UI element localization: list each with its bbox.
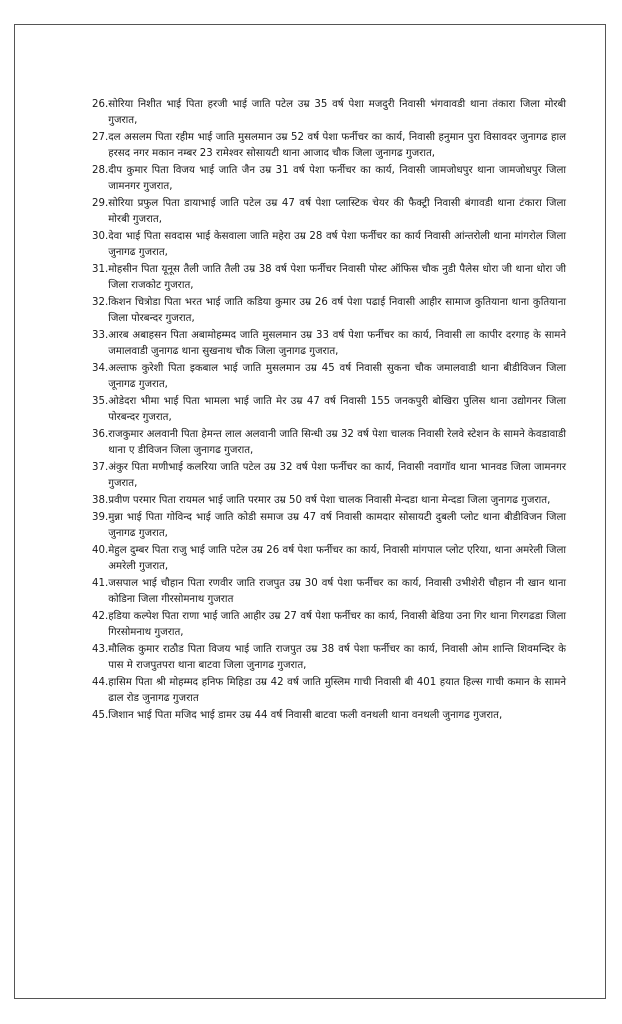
item-number: 36. [92,429,109,440]
item-number: 34. [92,363,109,374]
item-text: मौलिक कुमार राठौड पिता विजय भाई जाति राजपुत उम्र 38 वर्ष पेशा फर्नीचर का कार्य, निवासी ओम शान्ति शिवमन्दिर के पास मे राजपुतपरा थाना बाटवा जिला जुनागढ गुजरात, [108,643,566,671]
list-item [92,510,566,542]
item-text: हासिम पिता श्री मोहम्मद हनिफ मिहिडा उम्र 42 वर्ष जाति मुस्लिम गाची निवासी बी 401 हयात हिल्स गाची कमान के सामने ढाल रोड जुनागढ गुजरात [108,676,566,704]
item-text: देवा भाई पिता सवदास भाई केसवाला जाति महेरा उम्र 28 वर्ष पेशा फर्नीचर का कार्य निवासी आंन्तरोली थाना मांगरोल जिला जुनागढ गुजरात, [108,231,566,259]
accused-list [92,97,566,725]
item-number: 30. [92,231,109,242]
item-text: राजकुमार अलवानी पिता हेमन्त लाल अलवानी जाति सिन्धी उम्र 32 वर्ष पेशा चालक निवासी रेलवे स्टेशन के सामने केवडावाडी थाना ए डीविजन जिला जुनागढ गुजरात, [108,429,566,457]
item-number: 32. [92,297,109,308]
item-number: 33. [92,330,109,341]
list-item [92,196,566,228]
list-item [92,543,566,575]
item-number: 45. [92,709,109,721]
list-item [92,609,566,641]
item-text: प्रवीण परमार पिता रायमल भाई जाति परमार उम्र 50 वर्ष पेशा चालक निवासी मेन्दडा थाना मेन्दडा जिला जुनागढ गुजरात, [108,495,551,506]
item-text: सोरिया निशीत भाई पिता हरजी भाई जाति पटेल उम्र 35 वर्ष पेशा मजदुरी निवासी भंगवावडी थाना तंकारा जिला मोरबी गुजरात, [108,99,566,127]
item-number: 43. [92,643,109,655]
list-item [92,576,566,608]
item-text: किशन चित्रोडा पिता भरत भाई जाति कडिया कुमार उम्र 26 वर्ष पेशा पढाई निवासी आहीर सामाज कुतियाना थाना कुतियाना जिला पोरबन्दर गुजरात, [108,297,566,325]
item-number: 38. [92,495,109,506]
list-item [92,708,566,724]
item-number: 35. [92,396,109,407]
item-number: 40. [92,544,109,556]
list-item [92,295,566,327]
item-number: 44. [92,676,109,688]
item-text: ओडेदरा भीमा भाई पिता भामला भाई जाति मेर उम्र 47 वर्ष निवासी 155 जनकपुरी बोखिरा पुलिस थाना उद्योगनर जिला पोरबन्दर गुजरात, [108,396,566,424]
item-number: 28. [92,165,109,176]
item-text: सोरिया प्रफुल पिता डायाभाई जाति पटेल उम्र 47 वर्ष पेशा प्लास्टिक चेयर की फैक्ट्री निवासी बंगावडी थाना टंकारा जिला मोरबी गुजरात, [108,198,566,226]
list-item [92,328,566,360]
list-item [92,675,566,707]
list-item [92,130,566,162]
list-item [92,229,566,261]
list-item [92,97,566,129]
item-text: आरब अबाहसन पिता अबामोहम्मद जाति मुसलमान उम्र 33 वर्ष पेशा फर्नीचर का कार्य, निवासी ला कापीर दरगाह के सामने जमालवाडी जुनागढ थाना सुखनाथ चौक जिला जुनागढ गुजरात, [108,330,566,358]
item-text: दीप कुमार पिता विजय भाई जाति जैन उम्र 31 वर्ष पेशा फर्नीचर का कार्य, निवासी जामजोधपुर थाना जामजोधपुर जिला जामनगर गुजरात, [108,165,566,193]
item-text: हडिया कल्पेश पिता राणा भाई जाति आहीर उम्र 27 वर्ष पेशा फर्नीचर का कार्य, निवासी बेडिया उना गिर थाना गिरगढडा जिला गिरसोमनाथ गुजरात, [108,610,566,638]
item-text: अंकुर पिता मणीभाई कलरिया जाति पटेल उम्र 32 वर्ष पेशा फर्नीचर का कार्य, निवासी नवागॉव थाना भानवड जिला जामनगर गुजरात, [108,462,566,490]
item-number: 29. [92,198,109,209]
item-text: मुन्ना भाई पिता गोविन्द भाई जाति कोडी समाज उम्र 47 वर्ष निवासी कामदार सोसायटी दुबली प्लोट थाना बीडीविजन जिला जुनागढ गुजरात, [108,511,566,539]
item-text: अल्ताफ कुरेशी पिता इकबाल भाई जाति मुसलमान उम्र 45 वर्ष निवासी सुकना चौक जमालवाडी थाना बीडीविजन जिला जूनागढ गुजरात, [108,363,566,391]
item-text: दल असलम पिता रहीम भाई जाति मुसलमान उम्र 52 वर्ष पेशा फर्नीचर का कार्य, निवासी हनुमान पुरा विसावदर जुनागढ हाल हरसद नगर मकान नम्बर 23 रामेश्वर सोसायटी थाना आजाद चौक जिला जुनागढ गुजरात, [108,132,566,160]
item-text: मेहुल दुम्बर पिता राजु भाई जाति पटेल उम्र 26 वर्ष पेशा फर्नीचर का कार्य, निवासी मांगपाल प्लोट एरिया, थाना अमरेली जिला अमरेली गुजरात, [108,544,566,572]
list-item [92,427,566,459]
item-number: 27. [92,132,109,143]
list-item [92,262,566,294]
item-number: 41. [92,577,109,589]
item-number: 42. [92,610,109,622]
list-item [92,642,566,674]
item-text: मोहसीन पिता यूनूस तैली जाति तैली उम्र 38 वर्ष पेशा फर्नीचर निवासी पोस्ट ऑफिस चौक नुडी पैलेस धोरा जी थाना धोरा जी जिला राजकोट गुजरात, [108,264,566,292]
item-number: 31. [92,264,109,275]
item-number: 26. [92,99,109,110]
list-item [92,361,566,393]
item-number: 39. [92,511,109,523]
list-item [92,163,566,195]
list-item [92,460,566,492]
list-item [92,394,566,426]
item-number: 37. [92,462,109,473]
item-text: जिशान भाई पिता मजिद भाई डामर उम्र 44 वर्ष निवासी बाटवा फली वनथली थाना वनथली जुनागढ गुजरात, [108,709,503,721]
list-item [92,493,566,509]
item-text: जसपाल भाई चौहान पिता रणवीर जाति राजपुत उम्र 30 वर्ष पेशा फर्नीचर का कार्य, निवासी उभीशेरी चौहान नी खान थाना कोडिना जिला गीरसोमनाथ गुजरात [108,577,566,605]
